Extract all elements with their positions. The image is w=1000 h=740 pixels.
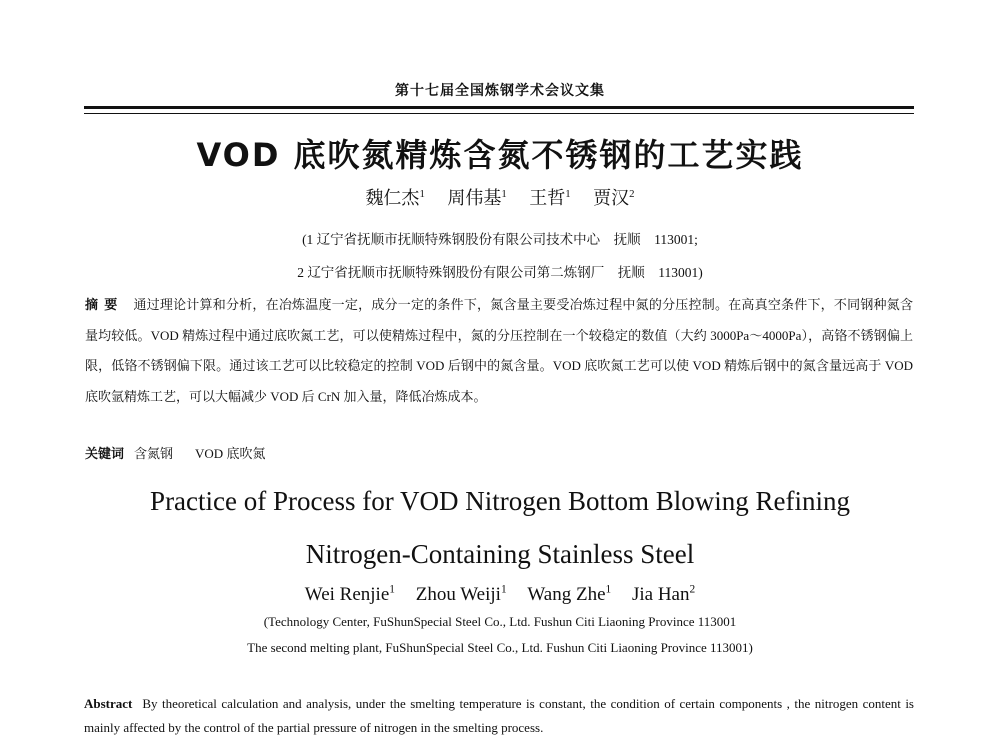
affiliation-cn-2: 2 辽宁省抚顺市抚顺特殊钢股份有限公司第二炼钢厂 抚顺 113001): [297, 265, 703, 280]
keywords-chinese: [85, 443, 287, 462]
abstract-english: [84, 692, 914, 740]
author-cn: 贾汉$^2$: [593, 188, 635, 208]
affiliation-en-1: (Technology Center, FuShunSpecial Steel Co., Ltd. Fushun Citi Liaoning Province 113001: [263, 614, 737, 629]
abstract-chinese: [85, 290, 913, 412]
author-en: Wei Renjie$^1$: [304, 583, 395, 605]
running-header: 第十七届全国炼钢学术会议文集: [395, 84, 605, 99]
author-en: Wang Zhe$^1$: [527, 583, 612, 605]
keyword: VOD 底吹氮: [195, 446, 266, 461]
title-chinese: VOD 底吹氮精炼含氮不锈钢的工艺实践: [196, 136, 804, 174]
author-en: Jia Han$^2$: [631, 583, 696, 605]
header-rule-thick: [84, 106, 914, 109]
authors-english: [0, 584, 1000, 606]
author-cn: 魏仁杰$^1$: [365, 188, 425, 208]
keywords-cn-label: 关键词: [85, 446, 125, 461]
title-english-line-2: Nitrogen-Containing Stainless Steel: [305, 539, 695, 569]
abstract-en-label: Abstract: [84, 696, 133, 711]
abstract-cn-label: 摘要: [85, 297, 124, 312]
affiliation-cn-1: (1 辽宁省抚顺市抚顺特殊钢股份有限公司技术中心 抚顺 113001;: [302, 232, 698, 247]
authors-chinese: [0, 184, 1000, 210]
author-cn: 王哲$^1$: [529, 188, 571, 208]
keyword: 含氮钢: [134, 446, 174, 461]
affiliation-en-2: The second melting plant, FuShunSpecial Steel Co., Ltd. Fushun Citi Liaoning Province 113001): [247, 640, 753, 655]
title-english-line-1: Practice of Process for VOD Nitrogen Bottom Blowing Refining: [150, 486, 850, 516]
header-rule-thin: [84, 113, 914, 114]
abstract-en-text: By theoretical calculation and analysis, under the smelting temperature is constant, the condition of certain components , the nitrogen content is mainly affected by the control of the partial pressure of nitrogen in the smelting process.: [84, 696, 914, 735]
author-en: Zhou Weiji$^1$: [415, 583, 507, 605]
abstract-cn-text: 通过理论计算和分析，在冶炼温度一定，成分一定的条件下，氮含量主要受冶炼过程中氮的分压控制。在高真空条件下，不同钢种氮含量均较低。VOD 精炼过程中通过底吹氮工艺，可以使精炼过程中，氮的分压控制在一个较稳定的数值（大约 3000Pa～4000Pa），高铬不锈钢偏上限，低铬不锈钢偏下限。通过该工艺可以比较稳定的控制 VOD 后钢中的氮含量。VOD 底吹氮工艺可以使 VOD 精炼后钢中的氮含量远高于 VOD 底吹氩精炼工艺，可以大幅减少 VOD 后 CrN 加入量，降低冶炼成本。: [85, 297, 913, 404]
author-cn: 周伟基$^1$: [447, 188, 507, 208]
